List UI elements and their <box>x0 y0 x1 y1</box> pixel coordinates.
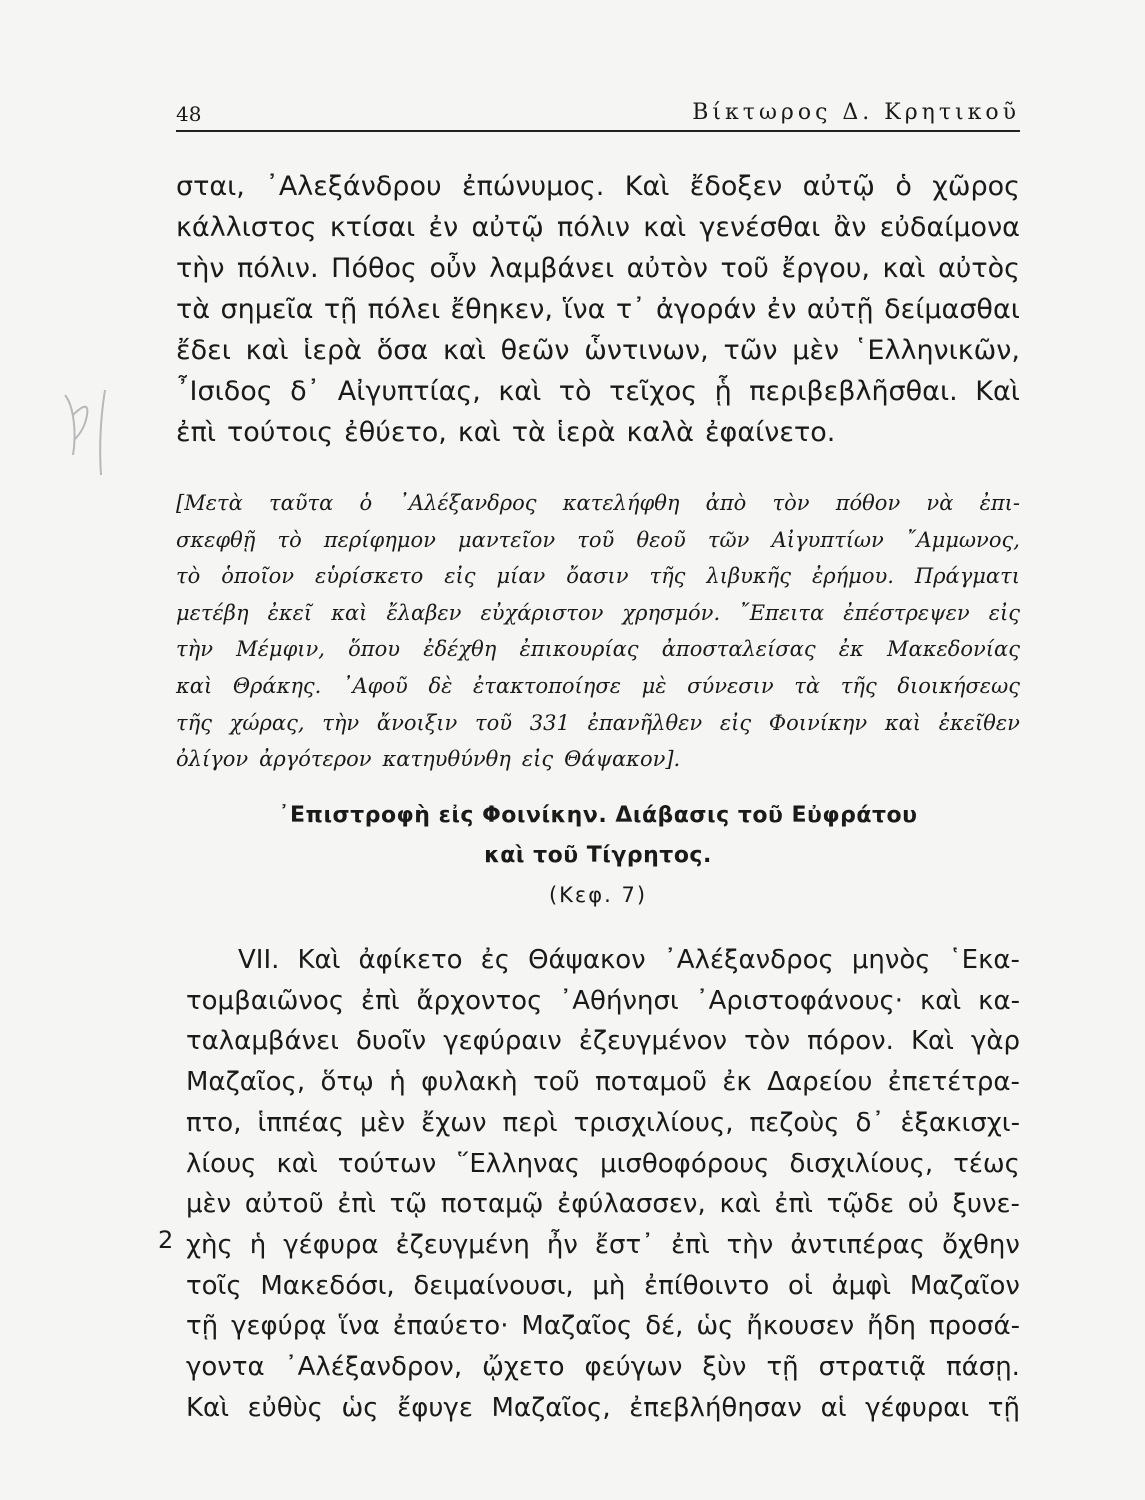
word: ταῦτα <box>268 491 334 515</box>
note-line <box>176 742 1020 776</box>
word: εἰς <box>719 710 752 735</box>
word: ἀπὸ <box>705 491 747 515</box>
word: καὶ <box>457 417 501 448</box>
word: ἐς <box>480 945 510 975</box>
word: φυλακὴ <box>421 1067 518 1098</box>
section-heading-line2: καὶ τοῦ Τίγρητος. <box>484 843 712 868</box>
word: δειμαίνουσι, <box>413 1270 574 1301</box>
chapter-text-line <box>186 1184 1020 1224</box>
chapter-text-line <box>186 1266 1020 1306</box>
word: ἔργου, <box>781 253 870 284</box>
word: κατελήφθη <box>562 491 680 515</box>
word: ἵνα <box>563 294 606 325</box>
pencil-annotation-mark <box>55 375 135 485</box>
word: ἀποσταλείσας <box>661 637 816 662</box>
word: πτο, <box>186 1107 242 1138</box>
word: μαντεῖον <box>458 527 556 552</box>
word: ἵνα <box>339 1311 380 1342</box>
word: αἱ <box>820 1392 847 1423</box>
word: ἔδει <box>176 335 231 366</box>
word: ὡς <box>696 1311 734 1342</box>
text-line <box>176 413 1020 453</box>
word: τῆς <box>649 564 686 589</box>
word: πόλιν <box>557 212 630 243</box>
word: εἰς <box>521 747 554 772</box>
word: ᾿Αριστοφάνους· <box>695 985 904 1016</box>
word: σύνεσιν <box>687 674 774 698</box>
word: δείμασθαι <box>884 294 1020 325</box>
chapter-text-line <box>186 1062 1020 1102</box>
chapter-reference: (Κεφ. 7) <box>548 883 648 907</box>
chapter-text-line <box>186 1225 1020 1265</box>
word: ᾗ <box>714 376 732 407</box>
word: Μακεδόσι, <box>260 1270 395 1301</box>
word: ἐρήμου. <box>811 564 894 589</box>
word: τομβαιῶνος <box>186 985 345 1016</box>
word: τὴν <box>176 637 213 662</box>
word: οὖν <box>429 253 477 284</box>
word: ᾿Αλέξανδρον, <box>284 1352 463 1382</box>
header-rule <box>176 130 1020 132</box>
word: ἔχων <box>421 1107 487 1138</box>
word: τῇ <box>766 1352 799 1382</box>
word: ἔφυγε <box>397 1392 473 1423</box>
word: γεφύραιν <box>443 1026 562 1057</box>
word: δέ, <box>645 1311 684 1342</box>
word: δ᾿ <box>855 1107 885 1138</box>
word: οὐ <box>907 1189 939 1220</box>
word: καὶ <box>331 600 368 625</box>
word: ἔστ᾿ <box>594 1229 655 1260</box>
word: μὴ <box>592 1270 626 1301</box>
word: ἐπὶ <box>337 1189 376 1220</box>
word: Καὶ <box>910 1026 954 1057</box>
word: ἐθύετο, <box>344 417 447 448</box>
word: ᾤχετο <box>482 1352 565 1382</box>
word: ἔδοξεν <box>689 171 783 202</box>
word: ἐφαίνετο. <box>704 417 836 448</box>
word: ἀφίκετο <box>358 945 463 975</box>
word: ἐζευγμένον <box>578 1026 728 1057</box>
word: πόλιν. <box>237 253 319 284</box>
note-line <box>176 632 1020 666</box>
word: ἀργότερον <box>259 747 372 772</box>
word: αὐτῷ <box>471 212 544 243</box>
word: περίφημον <box>323 527 436 552</box>
word: τῆς <box>840 674 877 698</box>
word: ῾Εκα- <box>948 945 1020 975</box>
word: ἐν <box>428 212 459 243</box>
word: VII. <box>238 945 280 975</box>
word: αὐτῷ <box>802 171 875 202</box>
word: ἐν <box>766 294 797 325</box>
word: σημεῖα <box>220 294 314 325</box>
word: τῆς <box>176 710 212 735</box>
word: ἑξακισχι- <box>900 1107 1020 1138</box>
word: ᾿Αλέξανδρος <box>663 945 834 975</box>
word: τὴν <box>322 710 360 735</box>
word: ἱερὰ <box>556 417 616 448</box>
word: τὴν <box>176 253 225 284</box>
word: διοικήσεως <box>897 674 1020 698</box>
word: ἄρχοντος <box>416 985 543 1016</box>
word: θεῶν <box>500 335 570 366</box>
word: Καὶ <box>624 171 670 202</box>
word: ἐπεβλήθησαν <box>629 1392 802 1423</box>
word: ἂν <box>833 212 867 243</box>
word: γενέσθαι <box>699 212 821 243</box>
word: πόλει <box>367 294 441 325</box>
word: λιβυκῆς <box>706 564 791 589</box>
word: μὲν <box>186 1189 232 1220</box>
text-line <box>176 290 1020 330</box>
word: Δαρείου <box>767 1067 873 1098</box>
chapter-text-line <box>186 1103 1020 1143</box>
word: δὲ <box>428 674 453 698</box>
note-line <box>176 486 1020 520</box>
word: τοῦ <box>475 710 513 735</box>
word: ἐπὶ <box>774 1189 813 1220</box>
word: εὑρίσκετο <box>314 564 424 589</box>
word: ἄνοιξιν <box>376 710 458 735</box>
word: τῇ <box>186 1311 219 1342</box>
word: μηνὸς <box>851 945 931 975</box>
word: κα- <box>978 985 1020 1016</box>
word: γοντα <box>186 1352 265 1382</box>
word: κτίσαι <box>329 212 416 243</box>
word: Καὶ <box>975 376 1020 407</box>
word: νὰ <box>926 491 954 515</box>
word: πάσῃ. <box>945 1352 1020 1382</box>
word: ἔθηκεν, <box>450 294 553 325</box>
text-line <box>176 249 1020 289</box>
word: ᾿Αθήνησι <box>559 985 679 1016</box>
word: Καὶ <box>186 1392 229 1423</box>
word: ἐφύλασσεν, <box>557 1189 706 1220</box>
word: τὸ <box>277 527 302 552</box>
word: στρατιᾷ <box>818 1352 926 1382</box>
word: οἱ <box>788 1270 813 1301</box>
word: ἐπίθοιντο <box>644 1270 770 1301</box>
word: καὶ <box>443 335 486 366</box>
word: ῎Αμμωνος, <box>905 527 1020 552</box>
word: φεύγων <box>584 1352 683 1382</box>
chapter-text-line <box>186 981 1020 1021</box>
word: χὴς <box>186 1229 233 1260</box>
word: τὴν <box>726 1229 774 1260</box>
word: καὶ <box>882 253 926 284</box>
word: καὶ <box>719 1189 761 1220</box>
word: ῎Επειτα <box>739 600 825 625</box>
word: ἐζευγμένη <box>395 1229 530 1260</box>
chapter-text-line <box>186 1144 1020 1184</box>
word: περὶ <box>502 1107 558 1138</box>
word: ἐπικουρίας <box>519 637 639 662</box>
word: μισθοφόρους <box>600 1148 770 1179</box>
word: τῷ <box>389 1189 428 1220</box>
word: εἰς <box>444 564 476 589</box>
word: ξυνε- <box>952 1189 1020 1220</box>
word: καὶ <box>884 710 921 735</box>
word: δυοῖν <box>355 1026 427 1057</box>
word: χώρας, <box>229 710 305 735</box>
word: αὐτὸν <box>626 253 708 284</box>
word: ὁ <box>359 491 373 515</box>
word: θεοῦ <box>636 527 686 552</box>
word: ὅσα <box>376 335 429 366</box>
word: κάλλιστος <box>176 212 317 243</box>
word: πόθον <box>835 491 901 515</box>
word: αὐτοῦ <box>244 1189 324 1220</box>
word: μὲ <box>641 674 667 698</box>
word: μὲν <box>360 1107 406 1138</box>
word: τοῦ <box>720 253 769 284</box>
word: Καὶ <box>297 945 341 975</box>
note-line <box>176 523 1020 557</box>
word: λίους <box>186 1148 257 1179</box>
page-header <box>176 96 1020 132</box>
word: ῞Ελληνας <box>456 1148 580 1179</box>
word: τὸ <box>176 564 201 589</box>
word: ᾿Αφοῦ <box>342 674 408 698</box>
word: τὰ <box>511 417 546 448</box>
word: Μαζαῖος, <box>491 1392 611 1423</box>
word: Μαζαῖος, <box>186 1067 306 1098</box>
word: ὄχθην <box>942 1229 1020 1260</box>
word: Πόθος <box>331 253 417 284</box>
word: Θάψακον <box>528 945 646 975</box>
word: πόρον. <box>807 1026 894 1057</box>
word: ὅπου <box>348 637 401 662</box>
word: ἐδέχθη <box>423 637 497 662</box>
word: [Μετὰ <box>176 491 243 515</box>
word: ὁ <box>895 171 912 202</box>
word: ὀλίγον <box>176 747 249 772</box>
word: χρησμόν. <box>622 600 721 625</box>
word: ἐπὶ <box>671 1229 710 1260</box>
chapter-text-line <box>186 1306 1020 1346</box>
word: εὐχάριστον <box>480 600 604 625</box>
word: ἐπὶ <box>176 417 216 448</box>
note-line <box>176 596 1020 630</box>
word: τῷδε <box>826 1189 895 1220</box>
text-line <box>176 372 1020 412</box>
word: ᾿Αλεξάνδρου <box>265 171 442 202</box>
word: προσά- <box>928 1311 1020 1342</box>
word: δισχιλίους, <box>789 1148 934 1179</box>
word: Αἰγυπτίων <box>771 527 884 552</box>
word: Θράκης. <box>232 674 322 698</box>
word: ὡς <box>341 1392 379 1423</box>
word: τ᾿ <box>615 294 646 325</box>
word: Φοινίκην <box>768 710 868 735</box>
word: ἐκεῖθεν <box>938 710 1020 735</box>
word: ᾿Αλέξανδρος <box>398 491 537 515</box>
word: τοῦ <box>577 527 615 552</box>
word: δ᾿ <box>290 376 321 407</box>
word: ἐπὶ <box>361 985 400 1016</box>
word: ἐπετέτρα- <box>887 1067 1020 1098</box>
word: τοῖς <box>186 1270 242 1301</box>
word: ὄασιν <box>566 564 629 589</box>
word: Πράγματι <box>914 564 1020 589</box>
word: ἱερὰ <box>303 335 362 366</box>
word: ἀμφὶ <box>831 1270 892 1301</box>
word: καὶ <box>498 376 542 407</box>
word: ἦν <box>546 1229 578 1260</box>
word: γέφυρα <box>283 1229 379 1260</box>
word: τῶν <box>723 335 778 366</box>
word: καὶ <box>643 212 687 243</box>
word: τὸν <box>772 491 810 515</box>
word: ἱππέας <box>257 1107 345 1138</box>
chapter-text-line <box>238 940 1020 980</box>
word: μετέβη <box>176 600 249 625</box>
word: εἰς <box>988 600 1020 625</box>
word: 331 <box>529 710 570 735</box>
word: ποταμοῦ <box>595 1067 707 1098</box>
word: καλὰ <box>626 417 694 448</box>
word: γέφυραι <box>865 1392 970 1423</box>
word: Αἰγυπτίας, <box>337 376 481 407</box>
word: ὧντινων, <box>584 335 709 366</box>
word: περιβεβλῆσθαι. <box>749 376 958 407</box>
word: τὸν <box>744 1026 791 1057</box>
word: ταλαμβάνει <box>186 1026 339 1057</box>
word: τὸ <box>558 376 592 407</box>
word: ἐπαύετο· <box>392 1311 509 1342</box>
word: πεζοὺς <box>749 1107 840 1138</box>
word: τοῦ <box>533 1067 580 1098</box>
word: ἐκ <box>722 1067 752 1098</box>
word: τῇ <box>323 294 358 325</box>
word: καὶ <box>245 335 289 366</box>
chapter-text-line <box>186 1021 1020 1061</box>
word: μίαν <box>496 564 546 589</box>
word: τούτων <box>337 1148 437 1179</box>
running-head: Βίκτωρος Δ. Κρητικοῦ <box>692 100 1020 125</box>
word: ὁποῖον <box>221 564 294 589</box>
note-line <box>176 706 1020 740</box>
word: τρισχιλίους, <box>573 1107 734 1138</box>
word: καὶ <box>176 674 213 698</box>
word: ἐπι- <box>979 491 1020 515</box>
word: ὅτῳ <box>320 1067 374 1098</box>
word: γεφύρᾳ <box>231 1311 327 1342</box>
word: Θάψακον]. <box>564 747 681 772</box>
word: ἡ <box>389 1067 406 1098</box>
note-line <box>176 559 1020 593</box>
margin-section-number: 2 <box>158 1226 174 1254</box>
word: ἐπανῆλθεν <box>587 710 703 735</box>
word: αὐτῇ <box>806 294 874 325</box>
word: ἐπώνυμος. <box>462 171 605 202</box>
word: εὐθὺς <box>247 1392 323 1423</box>
word: ἐκεῖ <box>267 600 313 625</box>
word: λαμβάνει <box>489 253 615 284</box>
word: τέως <box>953 1148 1020 1179</box>
word: τῶν <box>707 527 750 552</box>
chapter-text-line <box>186 1347 1020 1387</box>
page-number: 48 <box>176 102 202 126</box>
word: τούτοις <box>227 417 334 448</box>
word: τὰ <box>176 294 211 325</box>
section-heading-line1: ᾿Επιστροφὴ εἰς Φοινίκην. Διάβασις τοῦ Εὐφράτου <box>278 803 918 828</box>
word: τῇ <box>987 1392 1020 1423</box>
word: ἔλαβεν <box>386 600 462 625</box>
word: Μέμφιν, <box>236 637 325 662</box>
word: γὰρ <box>970 1026 1020 1057</box>
word: ῾Ελληνικῶν, <box>853 335 1020 366</box>
text-line <box>176 208 1020 248</box>
word: καὶ <box>919 985 962 1016</box>
word: ἀντιπέρας <box>790 1229 926 1260</box>
word: ἐτακτοποίησε <box>473 674 621 698</box>
word: καὶ <box>276 1148 318 1179</box>
note-line <box>176 669 1020 703</box>
word: Μακεδονίας <box>887 637 1020 662</box>
word: αὐτὸς <box>937 253 1020 284</box>
word: ποταμῷ <box>440 1189 544 1220</box>
word: σται, <box>176 171 245 202</box>
word: εὐδαίμονα <box>879 212 1020 243</box>
word: τεῖχος <box>609 376 698 407</box>
text-line <box>176 167 1020 207</box>
word: ἡ <box>249 1229 267 1260</box>
word: ἀγοράν <box>656 294 757 325</box>
word: ἤδη <box>867 1311 916 1342</box>
word: ἐπέστρεψεν <box>843 600 970 625</box>
word: ξὺν <box>702 1352 747 1382</box>
word: χῶρος <box>932 171 1020 202</box>
word: μὲν <box>792 335 840 366</box>
word: ῏Ισιδος <box>176 376 273 407</box>
word: ἐκ <box>838 637 864 662</box>
chapter-text-line <box>186 1388 1020 1428</box>
word: κατηυθύνθη <box>382 747 511 772</box>
word: Μαζαῖος <box>521 1311 633 1342</box>
word: τὰ <box>794 674 821 698</box>
word: Μαζαῖον <box>909 1270 1020 1301</box>
word: σκεφθῇ <box>176 527 256 552</box>
word: ἤκουσεν <box>746 1311 855 1342</box>
text-line <box>176 331 1020 371</box>
